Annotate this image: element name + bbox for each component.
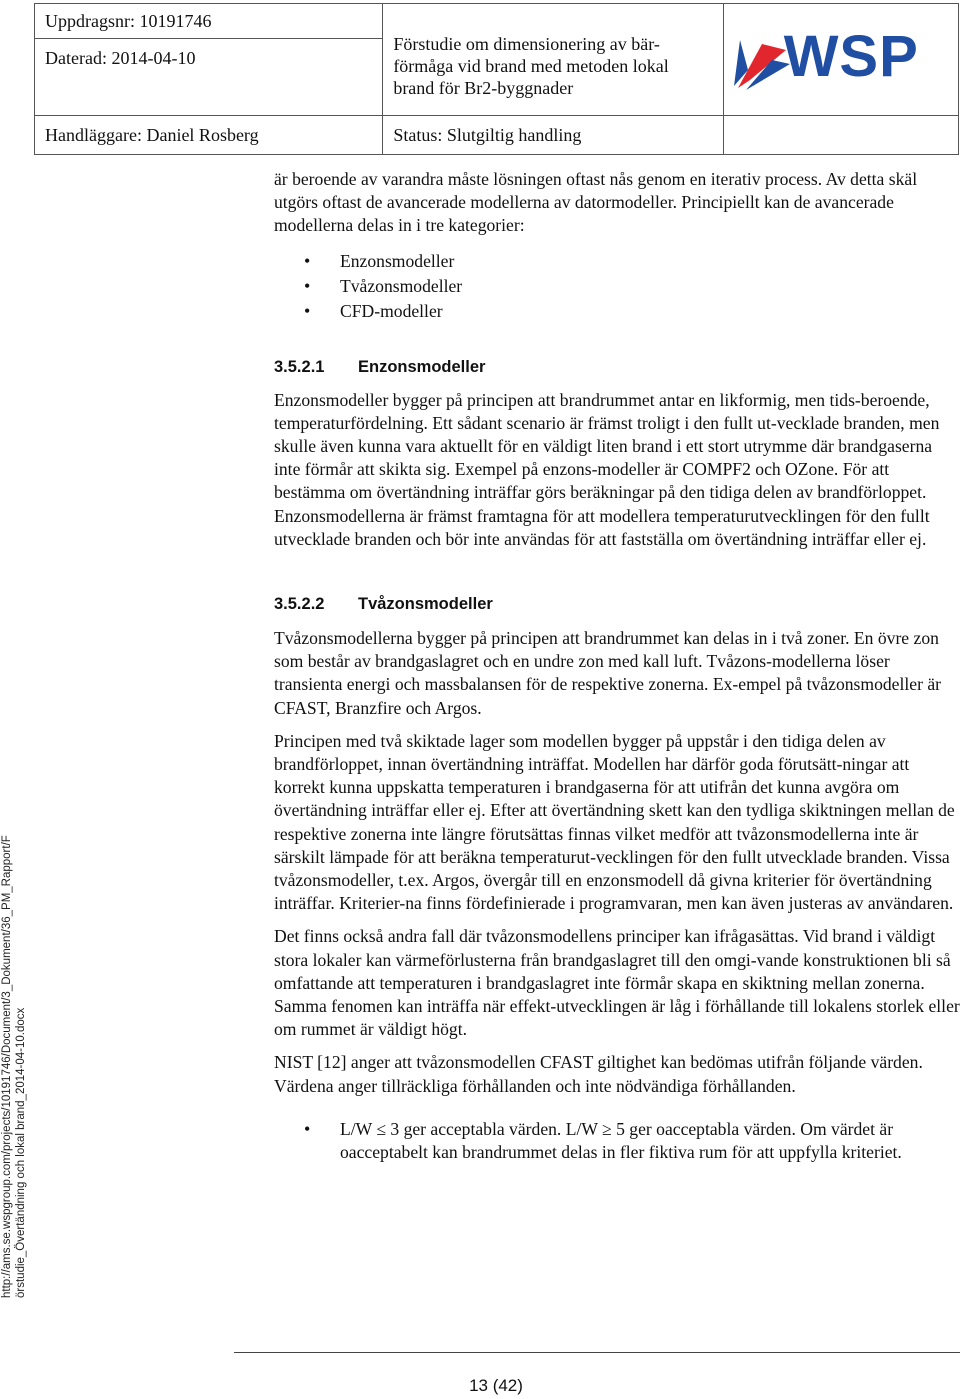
section-title: Enzonsmodeller (358, 357, 486, 376)
section-number: 3.5.2.1 (274, 357, 325, 376)
document-title: Förstudie om dimensionering av bär-förmåga vid brand med metoden lokal brand för Br2-byggnader (383, 4, 723, 116)
date: Daterad: 2014-04-10 (35, 39, 383, 116)
paragraph: Enzonsmodeller bygger på principen att brandrummet antar en likformig, men tids-beroende, temperaturfördelning. Ett sådant scenario är främst troligt i den fullt ut-vecklade branden, men skulle även kunna vara aktuellt för en väldigt liten brand i ett stort utrymme där brandgaserna inte förmår att skikta sig. Exempel på enzons-modeller är COMPF2 och OZone. För att bestämma om övertändning inträffar görs beräkningar på den tidiga delen av brandförloppet. Enzonsmodellerna är främst framtagna för att modellera temperaturutvecklingen för den fullt utvecklade branden och bör inte användas för att fastställa om övertändning inträffar eller ej. (274, 389, 940, 549)
project-number: Uppdragsnr: 10191746 (35, 4, 383, 39)
logo-cell (723, 4, 958, 116)
file-path-sidebar (0, 298, 28, 1298)
section-title: Tvåzonsmodeller (358, 595, 493, 614)
paragraph: Principen med två skiktade lager som modellen bygger på uppstår i den tidiga delen av brandförloppet, innan övertändning inträffat. Modellen har därför goda förutsätt-ningar att korrekt kunna uppskatta temperaturen i brandgaserna för att utifrån det kunna avgöra om övertändning inträffar eller ej. Efter att övertändning skett kan den tydliga skiktningen mellan de respektive zonerna inte längre förutsättas finnas vilket medför att tvåzonsmodellerna inte är särskilt lämpade för att beräkna temperaturut-vecklingen för den fullt utvecklade branden. Vissa tvåzonsmodeller, t.ex. Argos, övergår till en enzonsmodell då givna kriterier för övertändning inträffar. Kriterier-na finns fördefinierade i programvaran, men kan även justeras av användaren. (274, 730, 955, 914)
header-table (34, 3, 959, 155)
intro-paragraph: är beroende av varandra måste lösningen oftast nås genom en iterativ process. Av detta skäl utgörs oftast de avancerade modellerna av datormodeller. Principiellt kan de avancerade modellerna delas in i tre kategorier: (274, 169, 918, 236)
section-heading-3-5-2-2 (274, 593, 960, 615)
wsp-logo (724, 20, 958, 98)
criteria-list (274, 1118, 960, 1164)
paragraph: Det finns också andra fall där tvåzonsmodellens principer kan ifrågasättas. Vid brand i väldigt stora lokaler kan värmeförlusterna från brandgaslagret till den omgi-vande konstruktionen bli så omfattande att temperaturen i brandgaslagret inte förmår skapa en skiktning mellan zonerna. Samma fenomen kan inträffa när effekt-utvecklingen är låg i förhållande till lokalens storlek eller om rummet är väldigt högt. (274, 926, 960, 1040)
file-path-line: http://ams.se.wspgroup.com/projects/10191746/Document/3_Dokument/36_PM_Rapport/F (1, 835, 13, 1298)
list-item: • L/W ≤ 3 ger acceptabla värden. L/W ≥ 5 ger oacceptabla värden. Om värdet är oacceptabelt kan brandrummet delas in fler fiktiva rum för att uppfylla kriteriet. (274, 1118, 960, 1164)
list-item: • Tvåzonsmodeller (274, 274, 960, 299)
wsp-logo-icon (732, 30, 792, 94)
list-item: • Enzonsmodeller (274, 249, 960, 274)
list-item: • CFD-modeller (274, 299, 960, 324)
document-body (274, 168, 960, 1164)
logo-text: WSP (783, 24, 919, 90)
empty-cell (723, 115, 958, 154)
handler: Handläggare: Daniel Rosberg (35, 115, 383, 154)
section-heading-3-5-2-1 (274, 356, 960, 378)
page-number: 13 (42) (469, 1376, 523, 1395)
status: Status: Slutgiltig handling (383, 115, 723, 154)
section-number: 3.5.2.2 (274, 595, 325, 614)
footer-divider (234, 1352, 960, 1353)
paragraph: Tvåzonsmodellerna bygger på principen att brandrummet kan delas in i två zoner. En övre zon som består av brandgaslagret och en undre zon med kall luft. Tvåzons-modellerna löser transienta energi och massbalansen för de respektive zonerna. Ex-empel på tvåzonsmodeller är CFAST, Branzfire och Argos. (274, 628, 941, 718)
paragraph: NIST [12] anger att tvåzonsmodellen CFAST giltighet kan bedömas utifrån följande värden. Värdena anger tillräckliga förhållanden och inte nödvändiga förhållanden. (274, 1052, 923, 1096)
category-list (274, 249, 960, 324)
file-path-line: örstudie_Övertändning och lokal brand_2014-04-10.docx (15, 1007, 27, 1298)
